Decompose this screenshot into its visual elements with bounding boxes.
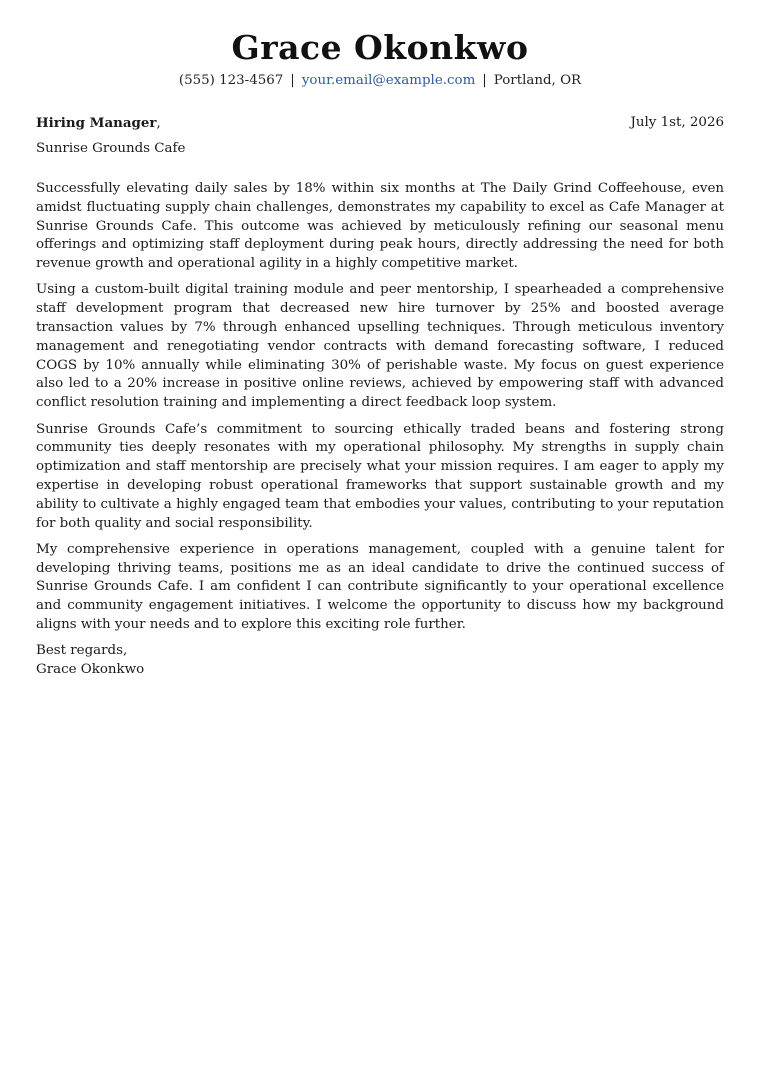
- recipient-title: [36, 115, 161, 131]
- letter-body: [36, 180, 724, 680]
- contact-line: [0, 73, 760, 88]
- recipient-title-suffix: ,: [156, 116, 161, 131]
- body-paragraph: Using a custom-built digital training module and peer mentorship, I spearheaded a comprehensive staff development program that decreased new hire turnover by 25% and boosted average transaction values by 7% through enhanced upselling techniques. Through meticulous inventory management and renegotiating vendor contracts with demand forecasting software, I reduced COGS by 10% annually while eliminating 30% of perishable waste. My focus on guest experience also led to a 20% increase in positive online reviews, achieved by empowering staff with advanced conflict resolution training and implementing a direct feedback loop system.: [36, 282, 724, 411]
- signature: Grace Okonkwo: [36, 662, 145, 678]
- recipient-title-text: Hiring Manager: [36, 115, 157, 131]
- applicant-name: Grace Okonkwo: [231, 28, 529, 67]
- letter-date: July 1st, 2026: [630, 115, 724, 130]
- contact-separator: |: [290, 73, 295, 88]
- body-paragraph: Sunrise Grounds Cafe’s commitment to sourcing ethically traded beans and fostering strong community ties deeply resonates with my operational philosophy. My strengths in supply chain optimization and staff mentorship are precisely what your mission requires. I am eager to apply my expertise in developing robust operational frameworks that support sustainable growth and my ability to cultivate a highly engaged team that embodies your values, contributing to your reputation for both quality and social responsibility.: [36, 421, 724, 531]
- contact-separator: |: [482, 73, 487, 88]
- location: Portland, OR: [493, 73, 582, 88]
- email-link[interactable]: your.email@example.com: [301, 73, 476, 88]
- phone-number: (555) 123-4567: [178, 73, 284, 88]
- body-paragraph: Successfully elevating daily sales by 18% within six months at The Daily Grind Coffeehouse, even amidst fluctuating supply chain challenges, demonstrates my capability to excel as Cafe Manager at Sunrise Grounds Cafe. This outcome was achieved by meticulously refining our seasonal menu offerings and optimizing staff deployment during peak hours, directly addressing the need for both revenue growth and operational agility in a highly competitive market.: [36, 181, 724, 272]
- closing-salutation: Best regards,: [36, 643, 128, 659]
- body-paragraph: My comprehensive experience in operations management, coupled with a genuine talent for developing thriving teams, positions me as an ideal candidate to drive the continued success of Sunrise Grounds Cafe. I am confident I can contribute significantly to your operational excellence and community engagement initiatives. I welcome the opportunity to discuss how my background aligns with your needs and to explore this exciting role further.: [36, 541, 724, 633]
- closing-block: [36, 642, 724, 680]
- recipient-company: Sunrise Grounds Cafe: [36, 141, 186, 156]
